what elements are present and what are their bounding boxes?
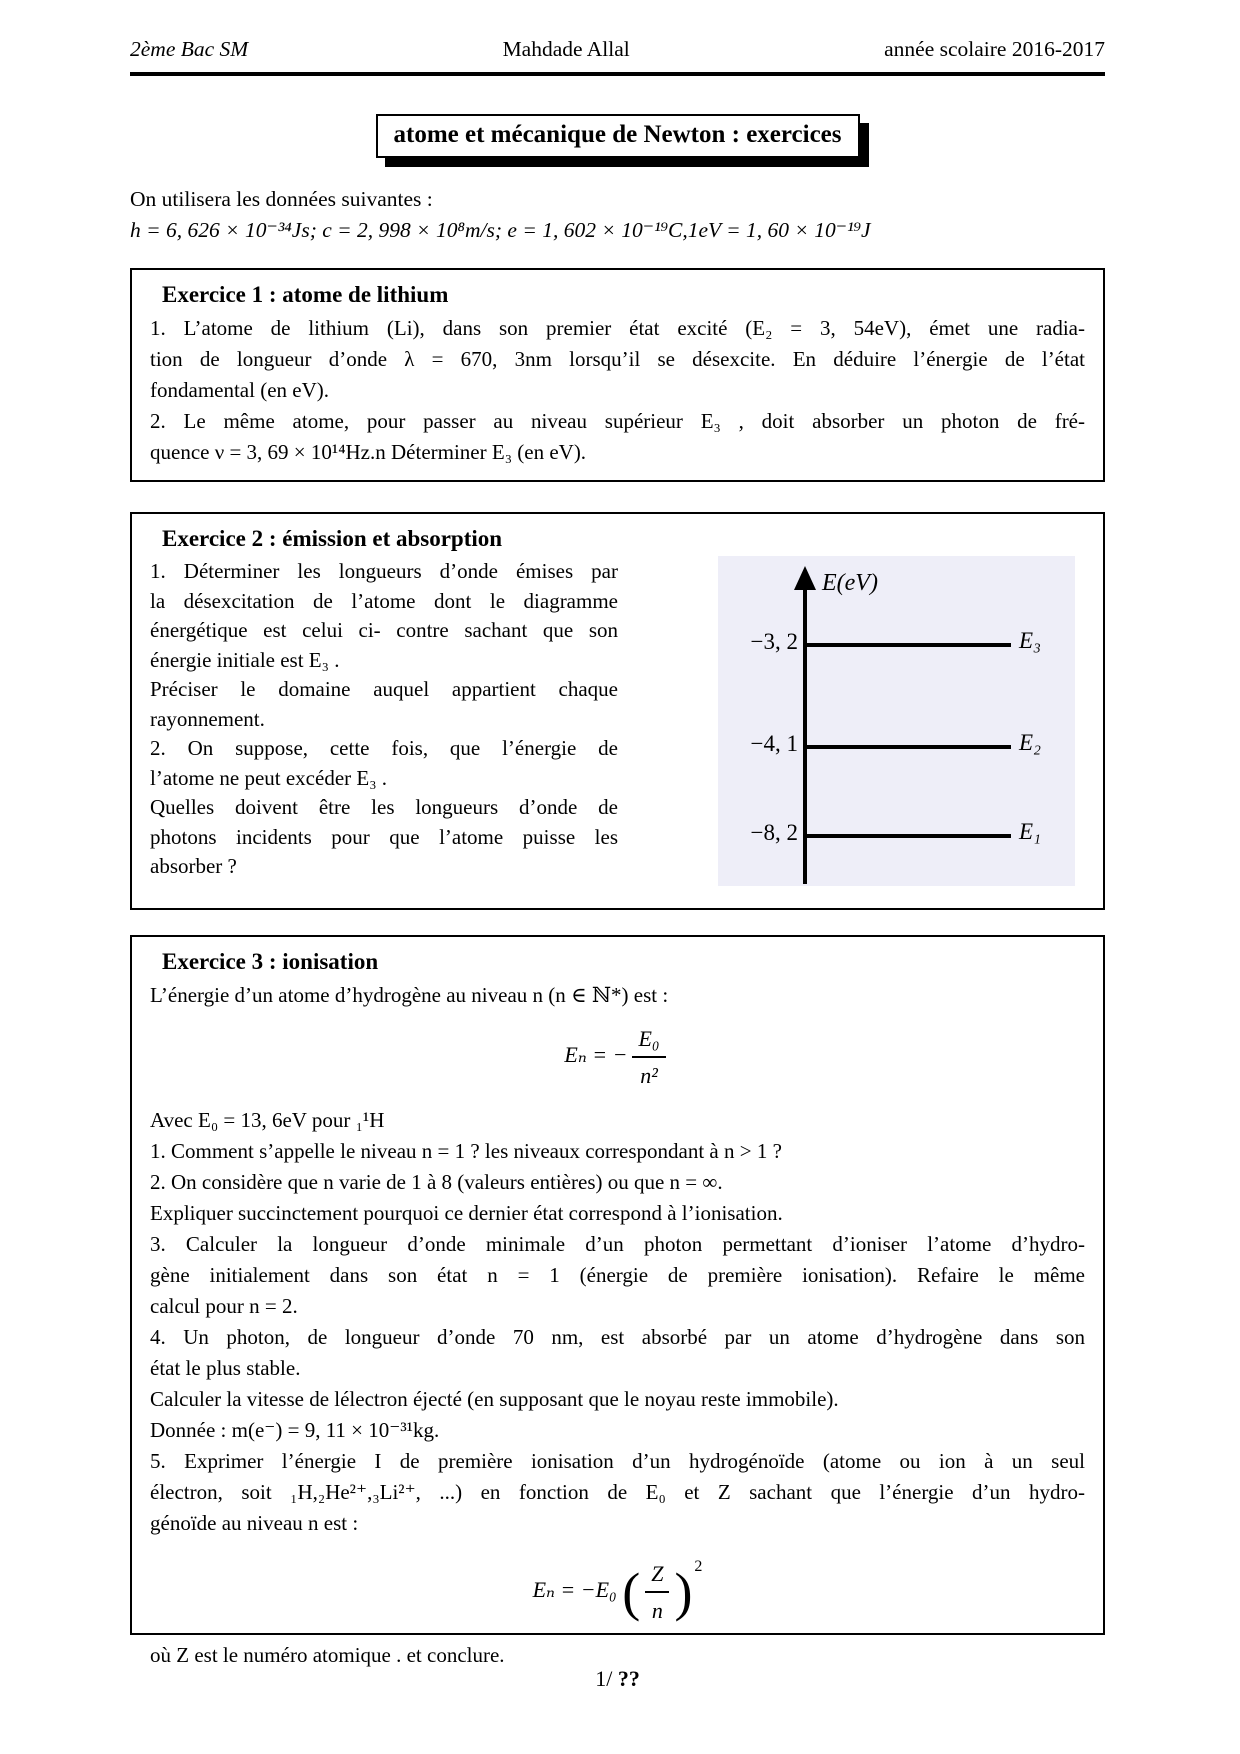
text-line: L’énergie d’un atome d’hydrogène au niveau n (n ∈ ℕ*) est : [150,983,669,1007]
level-name: E₂ [1019,730,1042,755]
exercise1-title: Exercice 1 : atome de lithium [162,282,449,307]
text-line: Préciser le domaine auquel appartient chaque [150,677,618,701]
text-line: où Z est le numéro atomique . et conclure. [150,1642,505,1667]
energy-formula [150,1023,1085,1091]
text-line: 1. L’atome de lithium (Li), dans son premier état excité (E₂ = 3, 54eV), émet une radia- [150,316,1085,340]
text-line: 2. On suppose, cette fois, que l’énergie de [150,736,618,760]
formula-lhs: Eₙ = −E₀ [532,1577,617,1602]
exercise3-body [150,980,1085,1671]
text-line: état le plus stable. [150,1356,301,1380]
text-line: électron, soit ₁H,₂He²⁺,₃Li²⁺, ...) en fonction de E₀ et Z sachant que l’énergie d’un hydro- [150,1480,1085,1504]
fraction-denominator: n² [640,1063,658,1088]
text-line: énergie initiale est E₃ . [150,647,340,672]
level-name: E₃ [1019,628,1042,653]
text-line: 2. Le même atome, pour passer au niveau supérieur E₃ , doit absorber un photon de fré- [150,409,1085,433]
exercise2-title: Exercice 2 : émission et absorption [162,526,503,551]
text-line: Avec E₀ = 13, 6eV pour ₁¹H [150,1108,385,1132]
level-line [804,643,1011,647]
exercise2-body [150,557,618,882]
text-line: 1. Comment s’appelle le niveau n = 1 ? les niveaux correspondant à n > 1 ? [150,1139,782,1163]
text-line: 3. Calculer la longueur d’onde minimale d’un photon permettant d’ioniser l’atome d’hydro- [150,1232,1085,1256]
energy-axis [803,584,807,884]
text-line: la désexcitation de l’atome dont le diagramme [150,588,618,613]
header-course: 2ème Bac SM [130,37,249,61]
text-line: photons incidents pour que l’atome puisse les [150,824,618,849]
axis-label: E(eV) [822,570,878,596]
fraction [645,1558,669,1626]
fraction [632,1023,665,1091]
level-line [804,745,1011,749]
text-line: 4. Un photon, de longueur d’onde 70 nm, est absorbé par un atome d’hydrogène dans son [150,1325,1085,1349]
page-number: 1/ [595,1666,613,1691]
text-line: rayonnement. [150,706,265,731]
exercise3-box [130,935,1105,1667]
page-total: ?? [617,1666,640,1691]
exercise1-box [130,268,1105,482]
text-line: 1. Déterminer les longueurs d’onde émises par [150,559,618,583]
text-line: 2. On considère que n varie de 1 à 8 (valeurs entières) ou que n = ∞. [150,1170,723,1194]
page-header [130,36,1105,62]
text-line: Expliquer succinctement pourquoi ce dernier état correspond à l’ionisation. [150,1201,783,1225]
fraction-numerator: E₀ [632,1023,665,1058]
formula-exponent: 2 [694,1558,703,1575]
text-line: énergétique est celui ci- contre sachant que son [150,618,618,642]
open-paren: ( [622,1561,641,1622]
fraction-denominator: n [651,1597,663,1623]
fraction-numerator: Z [645,1558,669,1593]
level-energy: −4, 1 [750,731,798,756]
text-line: absorber ? [150,854,237,878]
text-line: Donnée : m(e⁻) = 9, 11 × 10⁻³¹kg. [150,1418,440,1442]
data-intro [130,184,1105,246]
close-paren: ) [674,1561,693,1622]
title-wrap [130,114,1105,158]
energy-diagram [718,556,1075,886]
text-line: génoïde au niveau n est : [150,1511,359,1535]
exercise1-body [150,313,1085,468]
intro-line: On utilisera les données suivantes : [130,187,433,211]
constants-line: h = 6, 626 × 10⁻³⁴Js; c = 2, 998 × 10⁸m/s; e = 1, 602 × 10⁻¹⁹C,1eV = 1, 60 × 10⁻¹⁹J [130,218,871,242]
formula-lhs: Eₙ = − [564,1042,628,1068]
hydrogenoid-formula [150,1551,1085,1626]
text-line: fondamental (en eV). [150,378,330,402]
text-line: calcul pour n = 2. [150,1294,298,1318]
level-energy: −3, 2 [750,629,798,654]
header-year: année scolaire 2016-2017 [884,37,1105,61]
text-line: Calculer la vitesse de lélectron éjecté (en supposant que le noyau reste immobile). [150,1387,839,1411]
text-line: l’atome ne peut excéder E₃ . [150,765,388,790]
text-line: tion de longueur d’onde λ = 670, 3nm lorsqu’il se désexcite. En déduire l’énergie de l’état [150,347,1085,371]
page-title: atome et mécanique de Newton : exercices [376,114,860,158]
text-line: Quelles doivent être les longueurs d’onde de [150,795,618,819]
level-line [804,834,1011,838]
energy-level-e3 [718,628,1075,654]
text-line: gène initialement dans son état n = 1 (énergie de première ionisation). Refaire le même [150,1263,1085,1287]
page-footer [130,1666,1105,1692]
header-rule [130,72,1105,76]
energy-level-e1 [718,819,1075,845]
level-name: E₁ [1019,819,1042,844]
level-energy: −8, 2 [750,820,798,845]
text-line: quence ν = 3, 69 × 10¹⁴Hz.n Déterminer E₃ (en eV). [150,440,587,464]
header-author: Mahdade Allal [502,37,630,61]
exercise3-title: Exercice 3 : ionisation [162,949,379,974]
energy-level-e2 [718,730,1075,756]
exercise2-box [130,512,1105,910]
text-line: 5. Exprimer l’énergie I de première ionisation d’un hydrogénoïde (atome ou ion à un seul [150,1449,1085,1473]
